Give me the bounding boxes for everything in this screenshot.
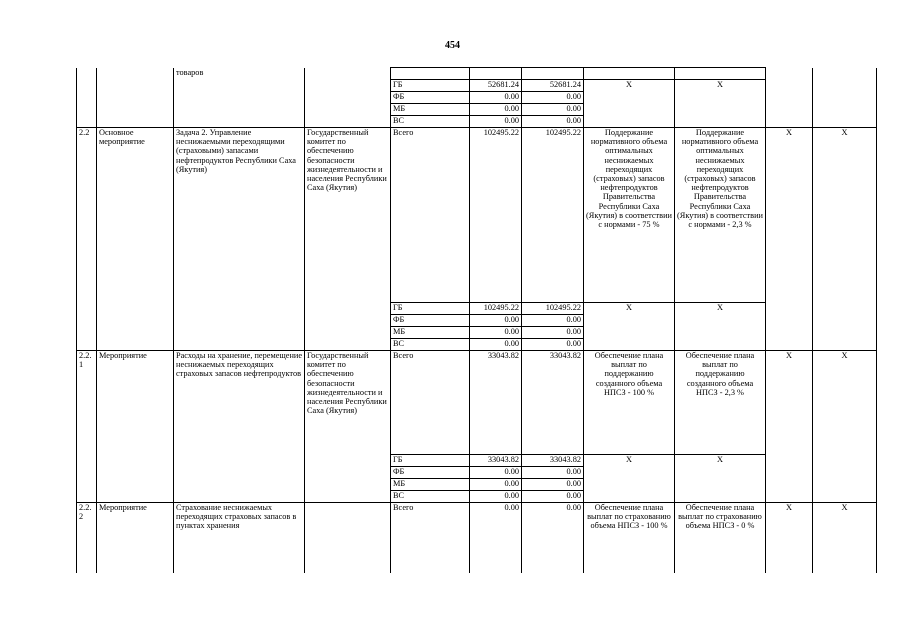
amount-2: 0.00 xyxy=(522,327,584,339)
x-mark: Х xyxy=(584,303,675,351)
program-activities-table xyxy=(76,67,877,573)
amount-2: 33043.82 xyxy=(522,455,584,467)
indicator-2: Поддержание нормативного объема оптимальных неснижаемых переходящих (страховых) запасов нефтепродуктов Правительства Республики Саха (Якутия) в соответствии с нормами - 2,3 % xyxy=(675,128,766,303)
item-type: Мероприятие xyxy=(97,503,174,573)
item-number: 2.2.1 xyxy=(77,351,97,503)
page-number: 454 xyxy=(445,40,460,51)
x-mark: Х xyxy=(813,351,877,503)
item-executor: Государственный комитет по обеспечению безопасности жизнедеятельности и населения Республики Саха (Якутия) xyxy=(305,128,391,351)
item-name: Задача 2. Управление неснижаемыми переходящими (страховыми) запасами нефтепродуктов Республики Саха (Якутия) xyxy=(174,128,305,351)
x-mark: Х xyxy=(766,351,813,503)
x-mark: Х xyxy=(766,503,813,573)
funding-source: ФБ xyxy=(391,315,470,327)
task-name-continuation: товаров xyxy=(174,68,305,128)
funding-source: ГБ xyxy=(391,303,470,315)
amount-2: 0.00 xyxy=(522,315,584,327)
amount-2: 102495.22 xyxy=(522,128,584,303)
indicator-2: Обеспечение плана выплат по страхованию объема НПСЗ - 0 % xyxy=(675,503,766,573)
amount-1: 0.00 xyxy=(470,116,522,128)
x-mark: Х xyxy=(675,80,766,128)
amount-1: 102495.22 xyxy=(470,128,522,303)
amount-1: 0.00 xyxy=(470,479,522,491)
funding-source: МБ xyxy=(391,327,470,339)
indicator-1: Поддержание нормативного объема оптимальных неснижаемых переходящих (страховых) запасов нефтепродуктов Правительства Республики Саха (Якутия) в соответствии с нормами - 75 % xyxy=(584,128,675,303)
indicator-1: Обеспечение плана выплат по поддержанию созданного объема НПСЗ - 100 % xyxy=(584,351,675,455)
funding-source: МБ xyxy=(391,104,470,116)
funding-source: ВС xyxy=(391,491,470,503)
x-mark: Х xyxy=(766,128,813,351)
amount-2: 0.00 xyxy=(522,503,584,573)
item-name: Расходы на хранение, перемещение неснижаемых переходящих страховых запасов нефтепродуктов xyxy=(174,351,305,503)
amount-1: 0.00 xyxy=(470,467,522,479)
amount-1: 0.00 xyxy=(470,503,522,573)
item-number: 2.2.2 xyxy=(77,503,97,573)
table-row xyxy=(77,128,877,303)
item-executor: Государственный комитет по обеспечению безопасности жизнедеятельности и населения Республики Саха (Якутия) xyxy=(305,351,391,503)
x-mark: Х xyxy=(813,128,877,351)
amount-1: 0.00 xyxy=(470,339,522,351)
indicator-1: Обеспечение плана выплат по страхованию объема НПСЗ - 100 % xyxy=(584,503,675,573)
funding-source: ГБ xyxy=(391,80,470,92)
amount-1: 33043.82 xyxy=(470,351,522,455)
amount-2: 0.00 xyxy=(522,491,584,503)
amount-2: 0.00 xyxy=(522,104,584,116)
x-mark: Х xyxy=(584,455,675,503)
amount-1: 33043.82 xyxy=(470,455,522,467)
amount-2: 33043.82 xyxy=(522,351,584,455)
item-number: 2.2 xyxy=(77,128,97,351)
amount-2: 52681.24 xyxy=(522,80,584,92)
amount-2: 0.00 xyxy=(522,339,584,351)
funding-source: Всего xyxy=(391,351,470,455)
x-mark: Х xyxy=(675,455,766,503)
amount-1: 0.00 xyxy=(470,327,522,339)
indicator-2: Обеспечение плана выплат по поддержанию созданного объема НПСЗ - 2,3 % xyxy=(675,351,766,455)
funding-source: Всего xyxy=(391,128,470,303)
amount-1: 102495.22 xyxy=(470,303,522,315)
funding-source: ФБ xyxy=(391,467,470,479)
item-type: Основное мероприятие xyxy=(97,128,174,351)
table-row xyxy=(77,68,877,80)
amount-1: 0.00 xyxy=(470,104,522,116)
x-mark: Х xyxy=(675,303,766,351)
amount-1: 52681.24 xyxy=(470,80,522,92)
funding-source: ВС xyxy=(391,339,470,351)
amount-2: 0.00 xyxy=(522,92,584,104)
amount-2: 102495.22 xyxy=(522,303,584,315)
x-mark: Х xyxy=(584,80,675,128)
amount-1: 0.00 xyxy=(470,92,522,104)
funding-source: МБ xyxy=(391,479,470,491)
amount-1: 0.00 xyxy=(470,491,522,503)
table-row xyxy=(77,503,877,573)
amount-1: 0.00 xyxy=(470,315,522,327)
x-mark: Х xyxy=(813,503,877,573)
funding-source: ВС xyxy=(391,116,470,128)
item-type: Мероприятие xyxy=(97,351,174,503)
funding-source: Всего xyxy=(391,503,470,573)
table-row xyxy=(77,351,877,455)
funding-source: ФБ xyxy=(391,92,470,104)
funding-source: ГБ xyxy=(391,455,470,467)
amount-2: 0.00 xyxy=(522,116,584,128)
amount-2: 0.00 xyxy=(522,467,584,479)
amount-2: 0.00 xyxy=(522,479,584,491)
item-name: Страхование неснижаемых переходящих страховых запасов в пунктах хранения xyxy=(174,503,305,573)
